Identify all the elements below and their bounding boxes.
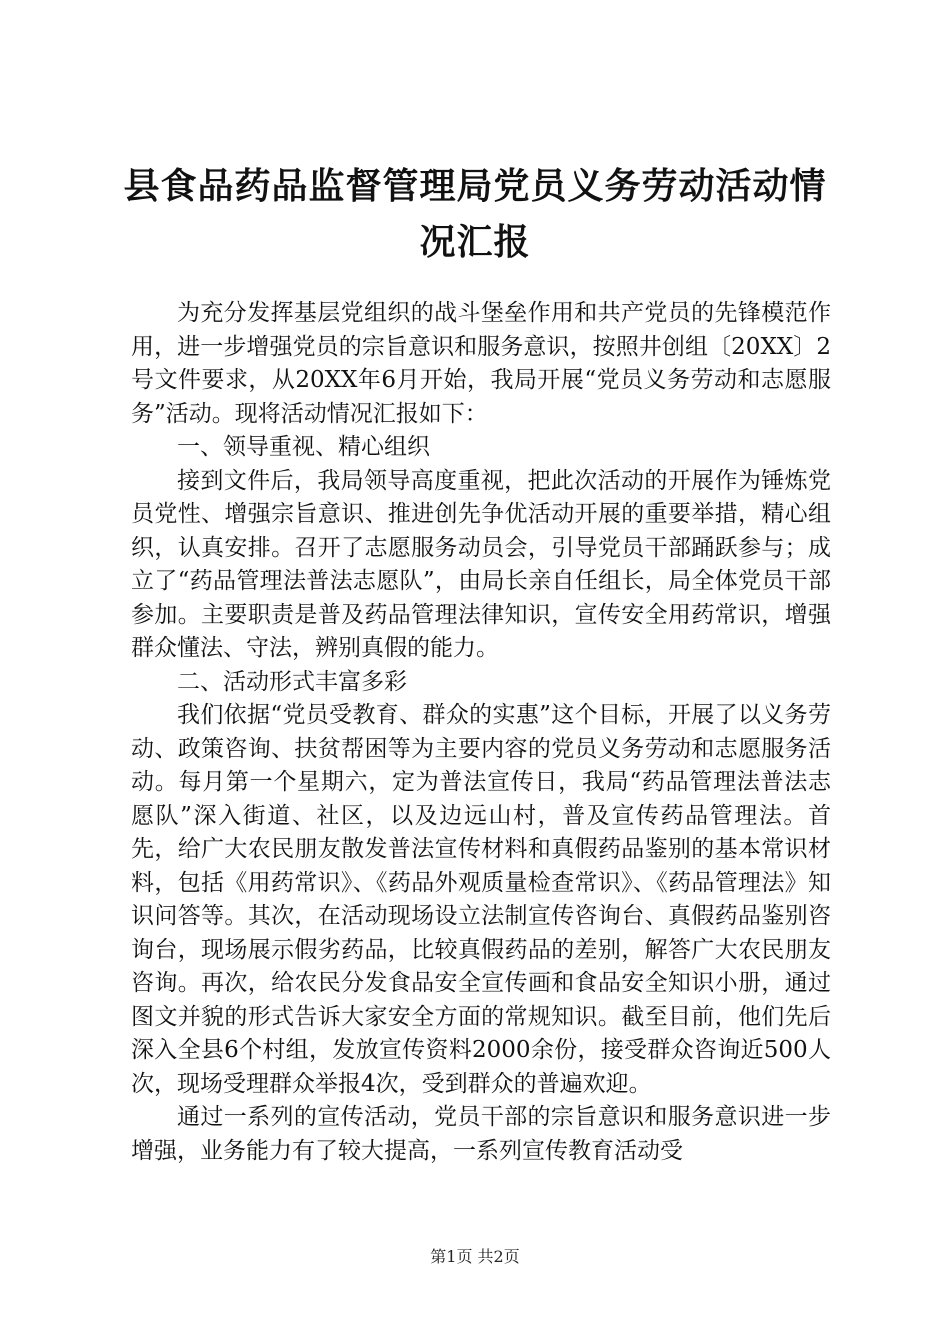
document-title: 县食品药品监督管理局党员义务劳动活动情况汇报 <box>123 165 827 263</box>
paragraph-activities: 我们依据“党员受教育、群众的实惠”这个目标，开展了以义务劳动、政策咨询、扶贫帮困等为主要内容的党员义务劳动和志愿服务活动。每月第一个星期六，定为普法宣传日，我局“药品管理法普法志愿队”深入街道、社区，以及边远山村，普及宣传药品管理法。首先，给广大农民朋友散发普法宣传材料和真假药品鉴别的基本常识材料，包括《用药常识》、《药品外观质量检查常识》、《药品管理法》知识问答等。其次，在活动现场设立法制宣传咨询台、真假药品鉴别咨询台，现场展示假劣药品，比较真假药品的差别，解答广大农民朋友咨询。再次，给农民分发食品安全宣传画和食品安全知识小册，通过图文并貌的形式告诉大家安全方面的常规知识。截至目前，他们先后深入全县6个村组，发放宣传资料2000余份，接受群众咨询近500人次，现场受理群众举报4次，受到群众的普遍欢迎。 <box>131 702 831 1097</box>
paragraph-results: 通过一系列的宣传活动，党员干部的宗旨意识和服务意识进一步增强，业务能力有了较大提高，一系列宣传教育活动受 <box>131 1104 831 1164</box>
section-heading-1: 一、领导重视、精心组织 <box>177 434 430 460</box>
document-body <box>131 297 831 1168</box>
page-number-footer: 第1页 共2页 <box>430 1247 520 1266</box>
section-heading-2: 二、活动形式丰富多彩 <box>177 668 407 695</box>
paragraph-leadership: 接到文件后，我局领导高度重视，把此次活动的开展作为锤炼党员党性、增强宗旨意识、推进创先争优活动开展的重要举措，精心组织，认真安排。召开了志愿服务动员会，引导党员干部踊跃参与；成立了“药品管理法普法志愿队”，由局长亲自任组长，局全体党员干部参加。主要职责是普及药品管理法律知识，宣传安全用药常识，增强群众懂法、守法，辨别真假的能力。 <box>131 467 831 661</box>
paragraph-intro: 为充分发挥基层党组织的战斗堡垒作用和共产党员的先锋模范作用，进一步增强党员的宗旨意识和服务意识，按照井创组〔20XX〕2号文件要求，从20XX年6月开始，我局开展“党员义务劳动和志愿服务”活动。现将活动情况汇报如下： <box>131 300 831 427</box>
